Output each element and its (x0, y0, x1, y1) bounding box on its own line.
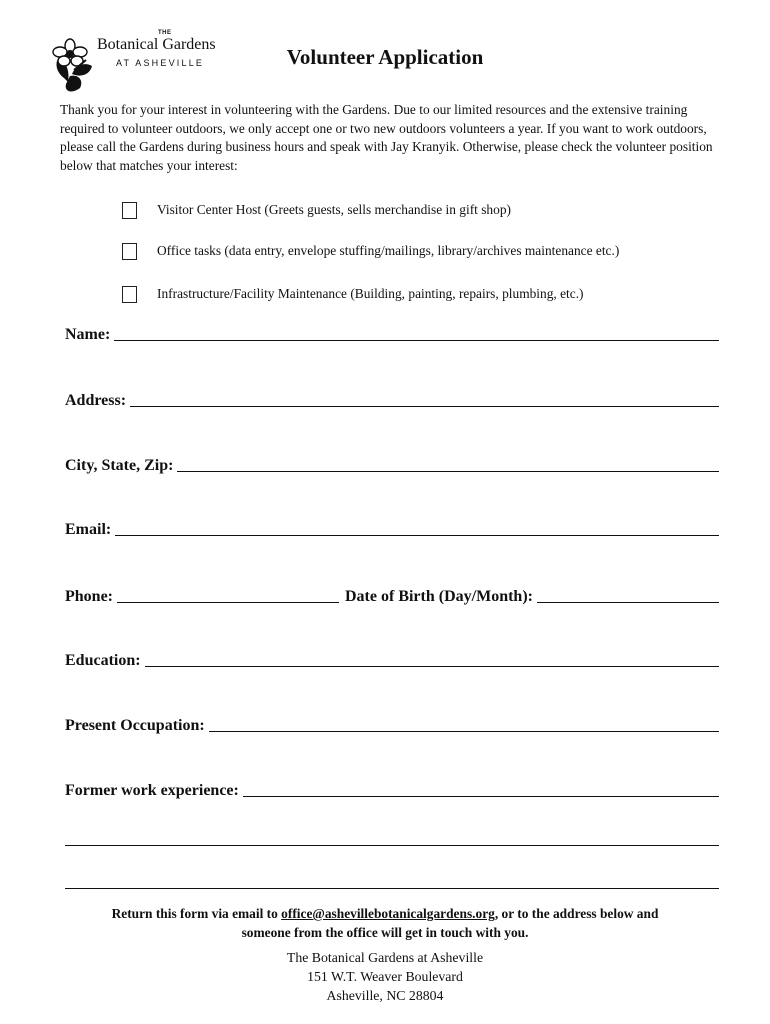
city-state-zip-input-line[interactable] (177, 457, 719, 472)
option-label: Visitor Center Host (Greets guests, sells merchandise in gift shop) (157, 202, 511, 217)
experience-extra-line[interactable] (65, 844, 719, 846)
field-label: Former work experience: (65, 782, 239, 799)
option-label: Office tasks (data entry, envelope stuffing/mailings, library/archives maintenance etc.) (157, 243, 620, 258)
address-line: Asheville, NC 28804 (326, 988, 444, 1003)
name-field[interactable] (65, 326, 719, 344)
experience-extra-line[interactable] (65, 887, 719, 889)
return-instructions (0, 904, 770, 942)
name-input-line[interactable] (114, 326, 719, 341)
checkbox[interactable] (122, 286, 137, 303)
field-label: Date of Birth (Day/Month): (345, 588, 533, 605)
option-visitor-center-host[interactable] (122, 198, 511, 222)
field-label: City, State, Zip: (65, 457, 174, 474)
city-state-zip-field[interactable] (65, 457, 719, 475)
option-label: Infrastructure/Facility Maintenance (Building, painting, repairs, plumbing, etc.) (157, 286, 584, 301)
dob-input-line[interactable] (537, 588, 719, 603)
address-input-line[interactable] (130, 392, 719, 407)
return-text: Return this form via email to (111, 906, 282, 921)
address-field[interactable] (65, 392, 719, 410)
occupation-input-line[interactable] (209, 717, 719, 732)
address-line: 151 W.T. Weaver Boulevard (307, 969, 463, 984)
return-text: someone from the office will get in touch with you. (241, 925, 529, 940)
field-label: Email: (65, 521, 112, 538)
phone-input-line[interactable] (117, 588, 339, 603)
checkbox[interactable] (122, 202, 137, 219)
field-label: Education: (65, 652, 141, 669)
email-field[interactable] (65, 521, 719, 539)
checkbox[interactable] (122, 243, 137, 260)
experience-input-line[interactable] (243, 782, 719, 797)
education-field[interactable] (65, 652, 719, 670)
option-facility-maintenance[interactable] (122, 282, 584, 306)
mailing-address (0, 948, 770, 1005)
logo-the: THE (158, 30, 172, 36)
address-line: The Botanical Gardens at Asheville (286, 950, 484, 965)
field-label: Phone: (65, 588, 113, 605)
education-input-line[interactable] (145, 652, 719, 667)
logo-name: Botanical Gardens (97, 36, 216, 53)
phone-dob-row[interactable] (65, 588, 719, 606)
email-input-line[interactable] (115, 521, 719, 536)
page-title: Volunteer Application (286, 45, 484, 69)
field-label: Present Occupation: (65, 717, 205, 734)
experience-field[interactable] (65, 782, 719, 800)
option-office-tasks[interactable] (122, 239, 619, 263)
field-label: Address: (65, 392, 127, 409)
occupation-field[interactable] (65, 717, 719, 735)
field-label: Name: (65, 326, 111, 343)
logo-subtitle: AT ASHEVILLE (116, 58, 205, 68)
office-email-link[interactable]: office@ashevillebotanicalgardens.org (281, 906, 495, 921)
intro-paragraph: Thank you for your interest in volunteering with the Gardens. Due to our limited resources and the extensive training required to volunteer outdoors, we only accept one or two new outdoors volunteers a year. If you want to work outdoors, please call the Gardens during business hours and speak with Jay Kranyik. Otherwise, please check the volunteer position below that matches your interest: (60, 102, 713, 173)
return-text: , or to the address below and (494, 906, 659, 921)
